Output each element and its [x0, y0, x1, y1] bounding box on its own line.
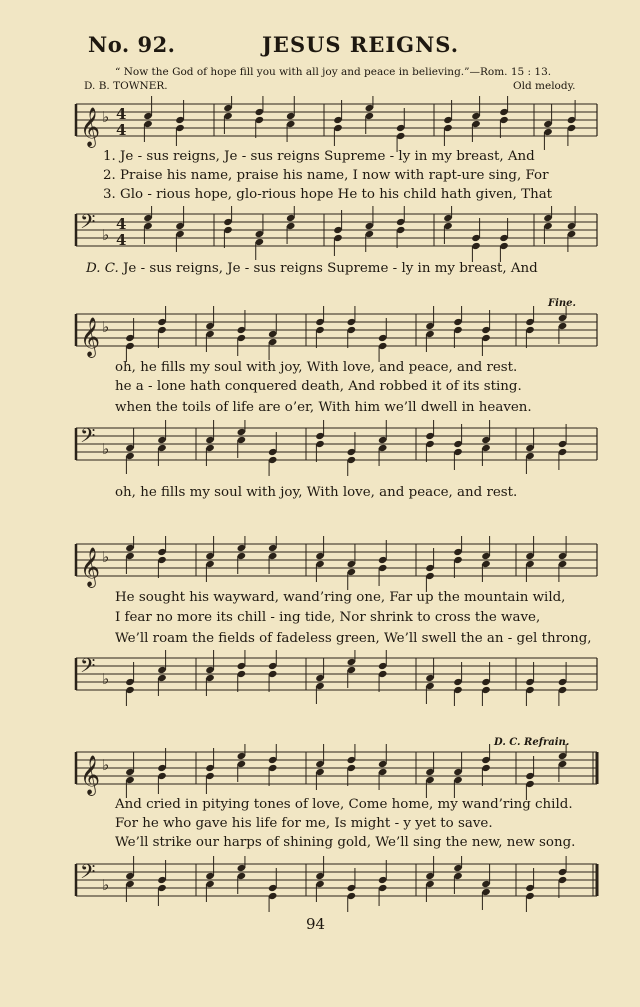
svg-text:♭: ♭: [102, 548, 110, 566]
svg-text:𝄢: 𝄢: [80, 654, 96, 682]
svg-text:♭: ♭: [102, 670, 110, 688]
melody-credit: Old melody.: [513, 80, 576, 92]
dc-lyrics-1: Je - sus reigns, Je - sus reigns Supreme - ly in my breast, And: [123, 261, 538, 276]
bass-staff-system-1: [0, 206, 640, 262]
bass-staff-system-2: [0, 420, 640, 476]
verse-1-line-2: oh, he fills my soul with joy, With love, and peace, and rest.: [115, 360, 518, 375]
bass-staff-system-3: [0, 650, 640, 706]
svg-text:♭: ♭: [102, 756, 110, 774]
dc-line-system-1: [86, 261, 538, 276]
verse-1-line-4: And cried in pitying tones of love, Come home, my wand’ring child.: [115, 797, 573, 812]
svg-text:𝄞: 𝄞: [80, 547, 101, 587]
composer-credit: D. B. TOWNER.: [84, 80, 168, 92]
svg-text:♭: ♭: [102, 318, 110, 336]
verse-3-line-1: 3. Glo - rious hope, glo-rious hope He to his child hath given, That: [103, 187, 553, 202]
treble-staff-system-1: [0, 96, 640, 152]
svg-text:♭: ♭: [102, 108, 110, 126]
fine-mark: Fine.: [548, 298, 577, 309]
svg-text:𝄞: 𝄞: [80, 107, 101, 147]
svg-text:𝄢: 𝄢: [80, 210, 96, 238]
treble-staff-system-2: [0, 306, 640, 362]
svg-text:4: 4: [116, 105, 127, 123]
verse-2-line-2: he a - lone hath conquered death, And robbed it of its sting.: [115, 379, 522, 394]
treble-staff-system-4: [0, 744, 640, 800]
svg-text:𝄢: 𝄢: [80, 860, 96, 888]
dc-refrain-mark: D. C. Refrain.: [494, 737, 570, 748]
hymn-number: No. 92.: [88, 32, 176, 57]
svg-text:𝄢: 𝄢: [80, 424, 96, 452]
svg-text:♭: ♭: [102, 226, 110, 244]
svg-text:4: 4: [116, 121, 127, 139]
bass-staff-system-4: [0, 856, 640, 912]
verse-2-line-1: 2. Praise his name, praise his name, I now with rapt-ure sing, For: [103, 168, 549, 183]
verse-1-line-3: He sought his wayward, wand’ring one, Far up the mountain wild,: [115, 590, 566, 605]
dc-lyrics-2: oh, he fills my soul with joy, With love, and peace, and rest.: [115, 485, 518, 500]
svg-text:4: 4: [116, 215, 127, 233]
svg-text:♭: ♭: [102, 440, 110, 458]
verse-3-line-2: when the toils of life are o’er, With him we’ll dwell in heaven.: [115, 400, 532, 415]
treble-staff-system-3: [0, 536, 640, 592]
svg-text:𝄞: 𝄞: [80, 317, 101, 357]
dc-label: D. C.: [86, 261, 119, 276]
verse-3-line-3: We’ll roam the fields of fadeless green, We’ll swell the an - gel throng,: [115, 631, 592, 646]
svg-text:4: 4: [116, 231, 127, 249]
svg-text:♭: ♭: [102, 876, 110, 894]
verse-2-line-3: I fear no more its chill - ing tide, Nor shrink to cross the wave,: [115, 610, 541, 625]
hymn-title: JESUS REIGNS.: [262, 32, 460, 57]
scripture-epigraph: “ Now the God of hope fill you with all joy and peace in believing.”—Rom. 15 : 13.: [115, 66, 552, 78]
verse-2-line-4: For he who gave his life for me, Is might - y yet to save.: [115, 816, 493, 831]
svg-text:𝄞: 𝄞: [80, 755, 101, 795]
verse-3-line-4: We’ll strike our harps of shining gold, We’ll sing the new, new song.: [115, 835, 576, 850]
page-number: 94: [306, 915, 326, 933]
verse-1-line-1: 1. Je - sus reigns, Je - sus reigns Supreme - ly in my breast, And: [103, 149, 535, 164]
